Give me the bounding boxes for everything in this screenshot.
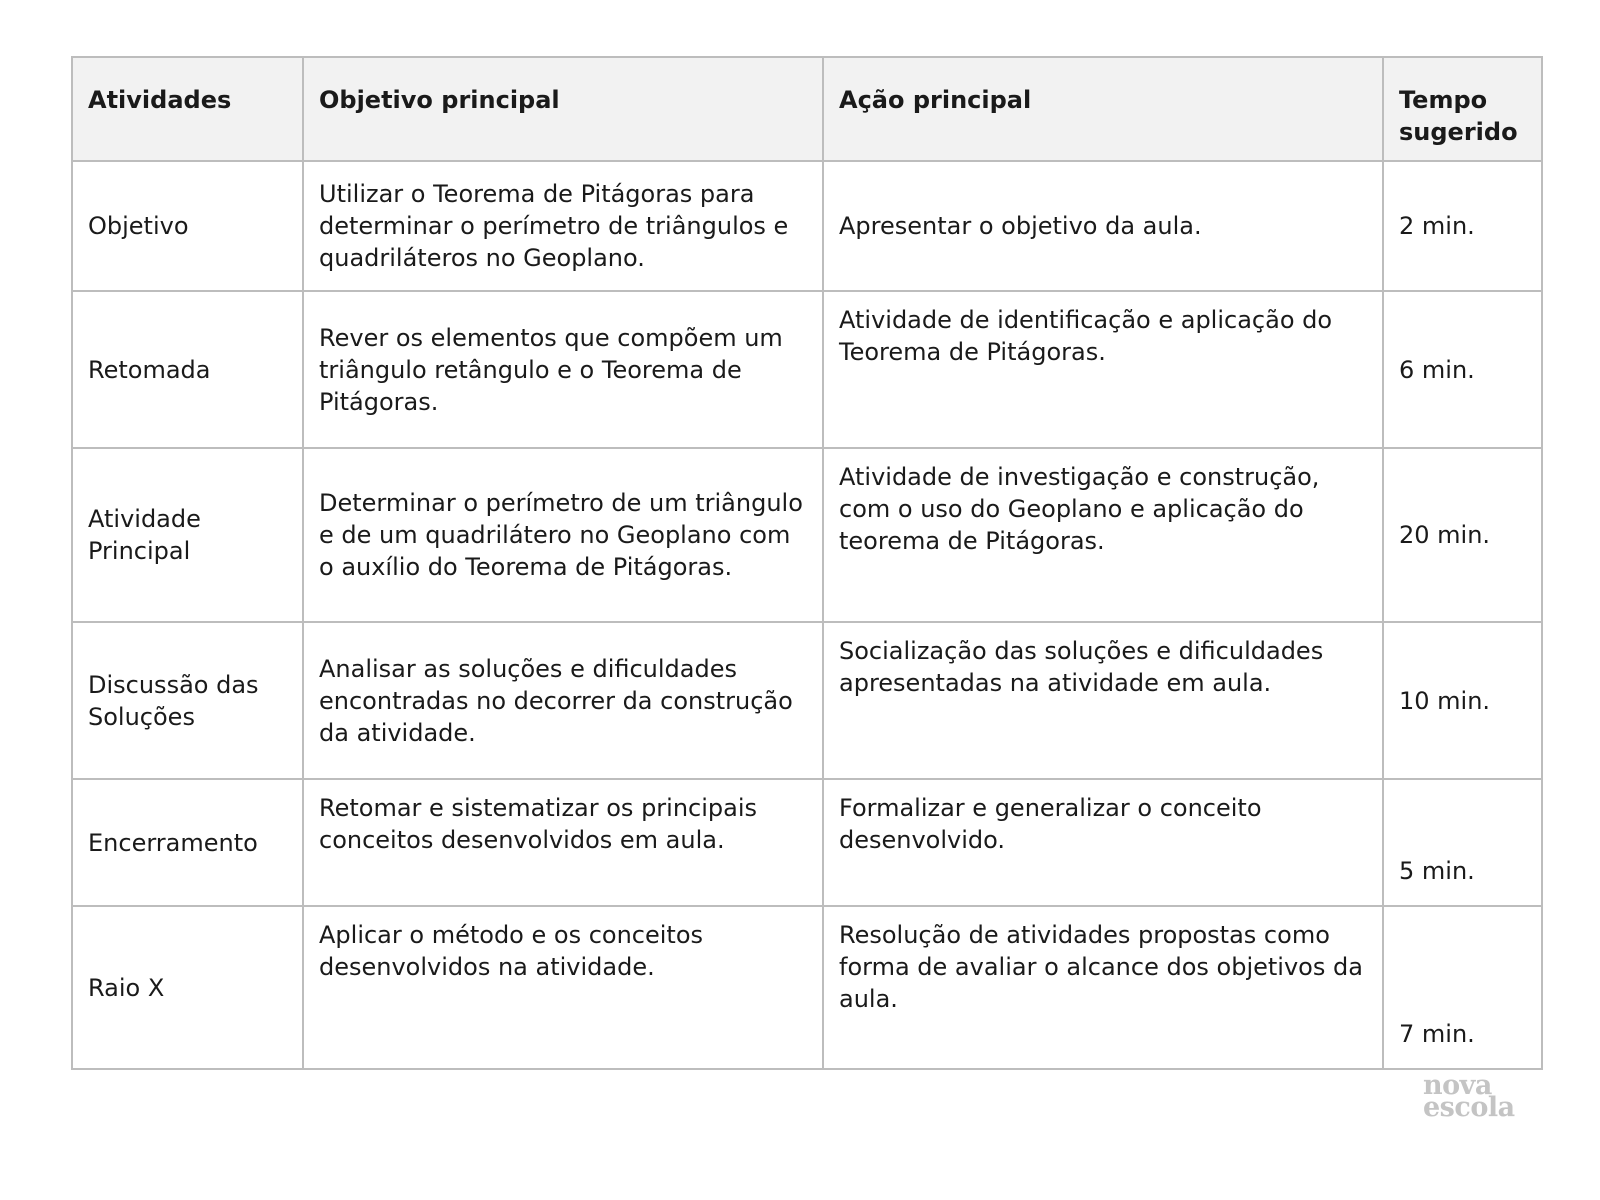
logo-line-nova: nova — [1423, 1070, 1492, 1101]
cell-acao: Resolução de atividades propostas como forma de avaliar o alcance dos objetivos da aula. — [823, 906, 1383, 1069]
table-row — [72, 906, 1542, 1069]
logo-line-escola: escola — [1423, 1092, 1515, 1123]
cell-objetivo: Determinar o perímetro de um triângulo e de um quadrilátero no Geoplano com o auxílio do Teorema de Pitágoras. — [303, 448, 823, 622]
cell-tempo: 5 min. — [1383, 779, 1542, 906]
cell-tempo: 2 min. — [1383, 161, 1542, 291]
table-row — [72, 779, 1542, 906]
cell-acao: Formalizar e generalizar o conceito desenvolvido. — [823, 779, 1383, 906]
cell-tempo: 10 min. — [1383, 622, 1542, 779]
cell-acao: Socialização das soluções e dificuldades apresentadas na atividade em aula. — [823, 622, 1383, 779]
cell-atividade: Atividade Principal — [72, 448, 303, 622]
header-acao: Ação principal — [823, 57, 1383, 161]
header-tempo: Tempo sugerido — [1383, 57, 1542, 161]
table-row — [72, 291, 1542, 448]
header-objetivo: Objetivo principal — [303, 57, 823, 161]
table-body — [72, 161, 1542, 1069]
lesson-plan-table — [71, 56, 1543, 1070]
cell-acao: Atividade de identificação e aplicação do Teorema de Pitágoras. — [823, 291, 1383, 448]
table-row — [72, 448, 1542, 622]
cell-atividade: Raio X — [72, 906, 303, 1069]
cell-tempo: 7 min. — [1383, 906, 1542, 1069]
cell-tempo: 6 min. — [1383, 291, 1542, 448]
table-row — [72, 622, 1542, 779]
cell-atividade: Retomada — [72, 291, 303, 448]
table-header — [72, 57, 1542, 161]
cell-objetivo: Aplicar o método e os conceitos desenvolvidos na atividade. — [303, 906, 823, 1069]
header-row — [72, 57, 1542, 161]
table-row — [72, 161, 1542, 291]
cell-objetivo: Analisar as soluções e dificuldades encontradas no decorrer da construção da atividade. — [303, 622, 823, 779]
cell-objetivo: Utilizar o Teorema de Pitágoras para determinar o perímetro de triângulos e quadriláteros no Geoplano. — [303, 161, 823, 291]
cell-acao: Atividade de investigação e construção, com o uso do Geoplano e aplicação do teorema de Pitágoras. — [823, 448, 1383, 622]
cell-atividade: Objetivo — [72, 161, 303, 291]
cell-atividade: Discussão das Soluções — [72, 622, 303, 779]
cell-objetivo: Rever os elementos que compõem um triângulo retângulo e o Teorema de Pitágoras. — [303, 291, 823, 448]
cell-atividade: Encerramento — [72, 779, 303, 906]
cell-tempo: 20 min. — [1383, 448, 1542, 622]
cell-objetivo: Retomar e sistematizar os principais conceitos desenvolvidos em aula. — [303, 779, 823, 906]
cell-acao: Apresentar o objetivo da aula. — [823, 161, 1383, 291]
header-atividades: Atividades — [72, 57, 303, 161]
nova-escola-logo — [1423, 1070, 1515, 1123]
